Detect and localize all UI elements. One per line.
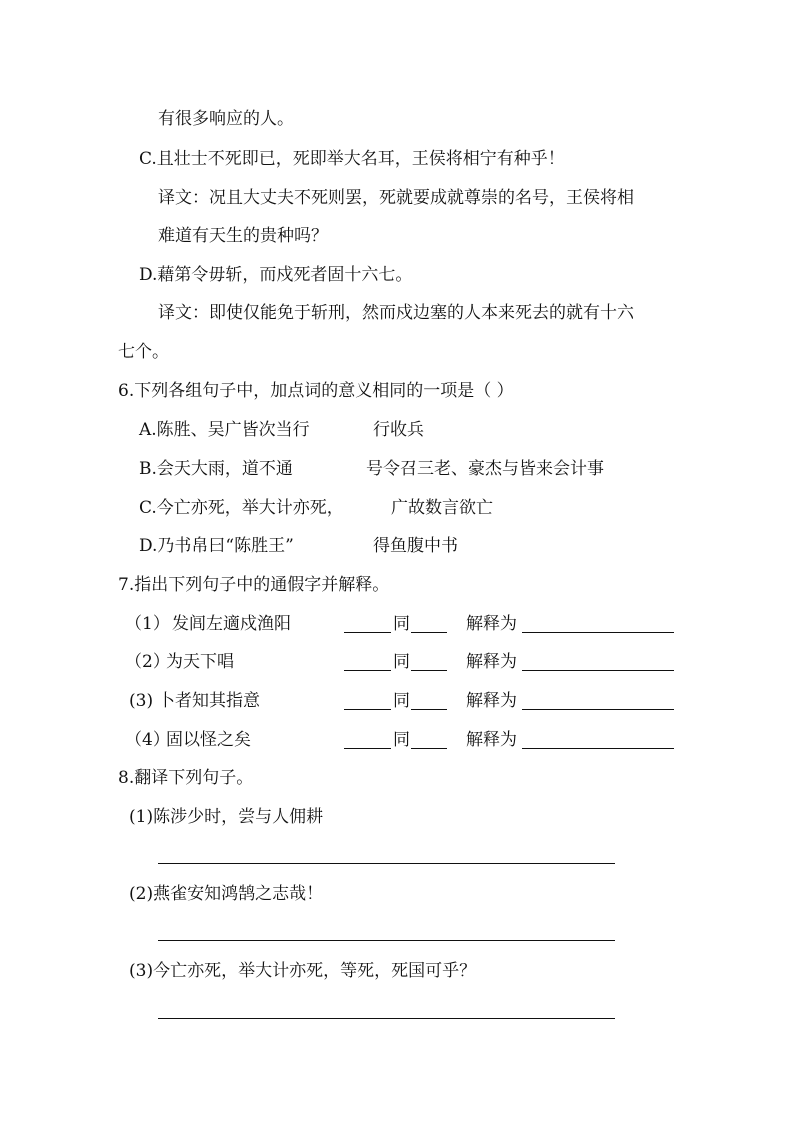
q7-item-4-original-blank[interactable]	[411, 748, 447, 749]
q7-item-3-explain-blank[interactable]	[522, 709, 674, 710]
q6-option-b-left: B.会天大雨，道不通	[139, 459, 293, 479]
q8-item-1-answer-line[interactable]	[158, 863, 615, 864]
q6-stem: 6.下列各组句子中，加点词的意义相同的一项是（ ）	[118, 381, 514, 401]
q6-option-c-left: C.今亡亦死，举大计亦死，	[139, 498, 344, 518]
q7-item-1-original-blank[interactable]	[411, 632, 447, 633]
q5-option-c-translation-line1: 译文：况且大丈夫不死则罢，死就要成就尊崇的名号，王侯将相	[158, 188, 634, 208]
q7-item-4-text: 固以怪之矣	[166, 730, 251, 750]
q8-stem: 8.翻译下列句子。	[118, 768, 254, 788]
q7-item-2-original-blank[interactable]	[411, 670, 447, 671]
q7-item-2-char-blank[interactable]	[344, 670, 391, 671]
q8-item-3-answer-line[interactable]	[158, 1018, 615, 1019]
q7-item-3-explain-label: 解释为	[466, 691, 517, 711]
q7-item-3-number: (3)	[129, 691, 154, 711]
q7-stem: 7.指出下列句子中的通假字并解释。	[118, 575, 390, 595]
q6-option-b-right: 号令召三老、豪杰与皆来会计事	[366, 459, 604, 479]
q7-item-2-explain-blank[interactable]	[522, 670, 674, 671]
q5-option-d-translation-line1: 译文：即使仅能免于斩刑，然而戍边塞的人本来死去的就有十六	[158, 303, 634, 323]
q8-item-2-text: (2)燕雀安知鸿鹄之志哉！	[129, 884, 324, 904]
q7-item-4-number: （4）	[125, 730, 170, 750]
q7-item-2-same-label: 同	[393, 652, 410, 672]
q7-item-4-char-blank[interactable]	[344, 748, 391, 749]
q6-option-d-right: 得鱼腹中书	[373, 536, 458, 556]
q5-option-d: D.藉第令毋斩，而戍死者固十六七。	[139, 265, 413, 285]
q7-item-1-explain-blank[interactable]	[522, 632, 674, 633]
q7-item-3-text: 卜者知其指意	[158, 691, 260, 711]
q6-option-d-left: D.乃书帛曰“陈胜王”	[139, 536, 294, 556]
q7-item-2-number: （2）	[125, 652, 170, 672]
q7-item-4-same-label: 同	[393, 730, 410, 750]
q8-item-3-text: (3)今亡亦死，举大计亦死，等死，死国可乎？	[129, 961, 477, 981]
q7-item-2-text: 为天下唱	[166, 652, 234, 672]
q7-item-1-same-label: 同	[393, 614, 410, 634]
q6-option-a-left: A.陈胜、吴广皆次当行	[139, 420, 310, 440]
q7-item-1-char-blank[interactable]	[344, 632, 391, 633]
q7-item-2-explain-label: 解释为	[466, 652, 517, 672]
q5-option-c: C.且壮士不死即已，死即举大名耳，王侯将相宁有种乎！	[139, 149, 565, 169]
q6-option-c-right: 广故数言欲亡	[391, 498, 493, 518]
q5-b-translation-continued: 有很多响应的人。	[158, 109, 294, 129]
q7-item-1-text: 发闾左適戍渔阳	[172, 614, 291, 634]
q7-item-1-explain-label: 解释为	[466, 614, 517, 634]
q6-option-a-right: 行收兵	[373, 420, 424, 440]
q7-item-3-original-blank[interactable]	[411, 709, 447, 710]
q7-item-3-same-label: 同	[393, 691, 410, 711]
q5-option-d-translation-line2: 七个。	[118, 342, 169, 362]
q7-item-4-explain-blank[interactable]	[522, 748, 674, 749]
q7-item-1-number: （1）	[125, 614, 170, 634]
q7-item-3-char-blank[interactable]	[344, 709, 391, 710]
q5-option-c-translation-line2: 难道有天生的贵种吗？	[158, 226, 328, 246]
q8-item-2-answer-line[interactable]	[158, 940, 615, 941]
q7-item-4-explain-label: 解释为	[466, 730, 517, 750]
q8-item-1-text: (1)陈涉少时，尝与人佣耕	[129, 807, 324, 827]
